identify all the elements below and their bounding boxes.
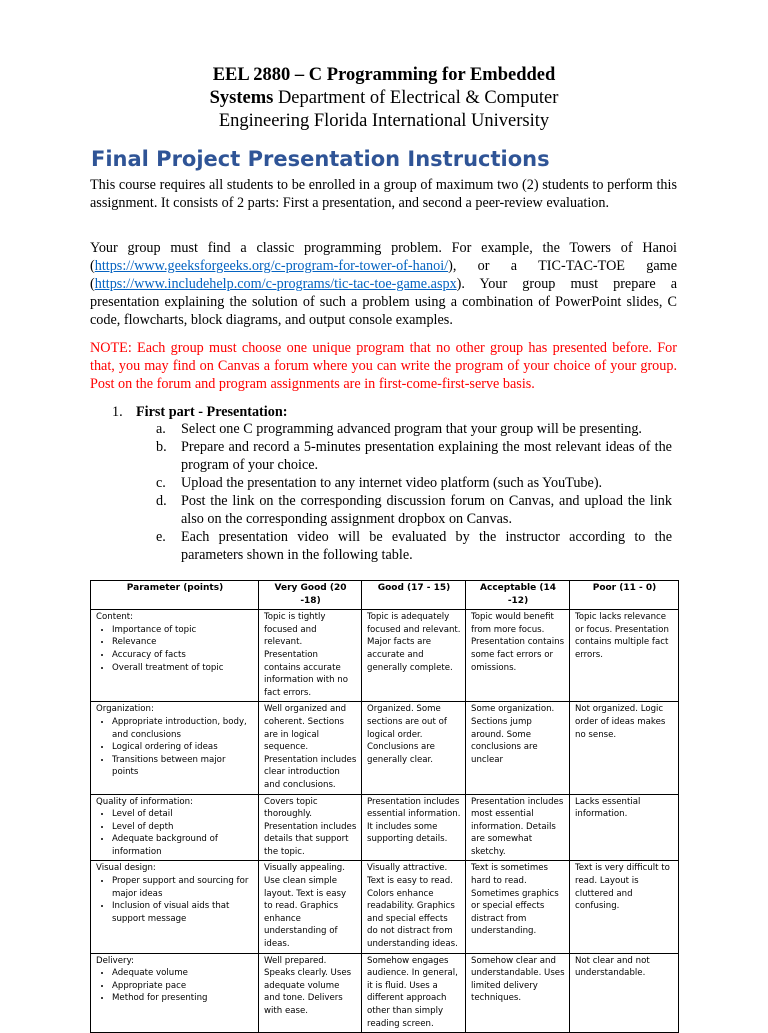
poor-cell: Text is very difficult to read. Layout is cluttered and confusing. — [570, 861, 679, 953]
intro-paragraph: This course requires all students to be enrolled in a group of maximum two (2) students to perform this assignment. It consists of 2 parts: First a presentation, and second a peer-review evaluation. — [90, 177, 677, 211]
note-paragraph: NOTE: Each group must choose one unique program that no other group has presented before. For that, you may find on Canvas a forum where you can write the program of your choice of your group. Post on the forum and program assignments are in first-come-first-serve basis. — [90, 340, 677, 392]
good-cell: Presentation includes essential information. It includes some supporting details. — [362, 794, 466, 861]
acceptable-cell: Presentation includes most essential information. Details are somewhat sketchy. — [466, 794, 570, 861]
document-header — [0, 64, 768, 133]
step-item: b. Prepare and record a 5-minutes presentation explaining the most relevant ideas of the program of your choice. — [156, 439, 672, 473]
part-one-heading — [112, 403, 287, 421]
good-cell: Topic is adequately focused and relevant. Major facts are accurate and generally complete. — [362, 610, 466, 702]
part-number: 1. — [112, 404, 123, 420]
poor-cell: Lacks essential information. — [570, 794, 679, 861]
page-title: Final Project Presentation Instructions — [91, 147, 550, 171]
very-good-cell: Well organized and coherent. Sections are in logical sequence. Presentation includes clear introduction and conclusions. — [259, 702, 362, 794]
course-title: EEL 2880 – C Programming for Embedded — [212, 65, 556, 85]
header-acceptable: Acceptable (14 -12) — [466, 581, 570, 610]
parameter-cell: Visual design: • Proper support and sourcing for major ideas • Inclusion of visual aids that support message — [91, 861, 259, 953]
includehelp-link[interactable]: https://www.includehelp.com/c-programs/tic-tac-toe-game.aspx — [94, 276, 457, 292]
table-row — [91, 794, 679, 861]
step-item: e. Each presentation video will be evaluated by the instructor according to the parameters shown in the following table. — [156, 529, 672, 563]
acceptable-cell: Somehow clear and understandable. Uses limited delivery techniques. — [466, 953, 570, 1033]
good-cell: Organized. Some sections are out of logical order. Conclusions are generally clear. — [362, 702, 466, 794]
header-very-good: Very Good (20 -18) — [259, 581, 362, 610]
very-good-cell: Topic is tightly focused and relevant. Presentation contains accurate information with no fact errors. — [259, 610, 362, 702]
header-good: Good (17 - 15) — [362, 581, 466, 610]
parameter-cell: Content: • Importance of topic • Relevance • Accuracy of facts • Overall treatment of topic — [91, 610, 259, 702]
poor-cell: Not organized. Logic order of ideas makes no sense. — [570, 702, 679, 794]
table-row — [91, 702, 679, 794]
department-line: Systems Department of Electrical & Computer — [209, 88, 559, 108]
step-item: c. Upload the presentation to any internet video platform (such as YouTube). — [156, 475, 603, 491]
acceptable-cell: Text is sometimes hard to read. Sometimes graphics or special effects distract from understanding. — [466, 861, 570, 953]
good-cell: Somehow engages audience. In general, it is fluid. Uses a different approach other than simply reading screen. — [362, 953, 466, 1033]
very-good-cell: Well prepared. Speaks clearly. Uses adequate volume and tone. Delivers with ease. — [259, 953, 362, 1033]
very-good-cell: Visually appealing. Use clean simple layout. Text is easy to read. Graphics enhance understanding of ideas. — [259, 861, 362, 953]
acceptable-cell: Topic would benefit from more focus. Presentation contains some fact errors or omissions. — [466, 610, 570, 702]
problem-paragraph: Your group must find a classic programming problem. For example, the Towers of Hanoi (https://www.geeksforgeeks.org/c-program-for-tower-of-hanoi/), or a TIC-TAC-TOE game (https://www.includehelp.com/c-programs/tic-tac-toe-game.aspx). Your group must prepare a presentation explaining the solution of such a problem using a combination of PowerPoint slides, C code, flowcharts, block diagrams, and output console examples. — [90, 240, 677, 328]
poor-cell: Not clear and not understandable. — [570, 953, 679, 1033]
parameter-cell: Organization: • Appropriate introduction, body, and conclusions • Logical ordering of ideas • Transitions between major points — [91, 702, 259, 794]
acceptable-cell: Some organization. Sections jump around. Some conclusions are unclear — [466, 702, 570, 794]
parameter-cell: Quality of information: • Level of detail • Level of depth • Adequate background of information — [91, 794, 259, 861]
part-one-steps — [156, 420, 672, 564]
header-parameter: Parameter (points) — [91, 581, 259, 610]
header-poor: Poor (11 - 0) — [570, 581, 679, 610]
part-heading-text: First part - Presentation: — [136, 404, 288, 420]
table-header-row — [91, 581, 679, 610]
poor-cell: Topic lacks relevance or focus. Presentation contains multiple fact errors. — [570, 610, 679, 702]
table-row — [91, 861, 679, 953]
parameter-cell: Delivery: • Adequate volume • Appropriate pace • Method for presenting — [91, 953, 259, 1033]
step-item: d. Post the link on the corresponding discussion forum on Canvas, and upload the link also on the corresponding assignment dropbox on Canvas. — [156, 493, 672, 527]
step-item: a. Select one C programming advanced program that your group will be presenting. — [156, 421, 642, 437]
table-row — [91, 610, 679, 702]
rubric-table — [90, 580, 679, 1033]
good-cell: Visually attractive. Text is easy to read. Colors enhance readability. Graphics and special effects do not distract from understanding ideas. — [362, 861, 466, 953]
table-row — [91, 953, 679, 1033]
university-line: Engineering Florida International University — [218, 111, 550, 131]
geeksforgeeks-link[interactable]: https://www.geeksforgeeks.org/c-program-for-tower-of-hanoi/ — [94, 258, 449, 274]
very-good-cell: Covers topic thoroughly. Presentation includes details that support the topic. — [259, 794, 362, 861]
